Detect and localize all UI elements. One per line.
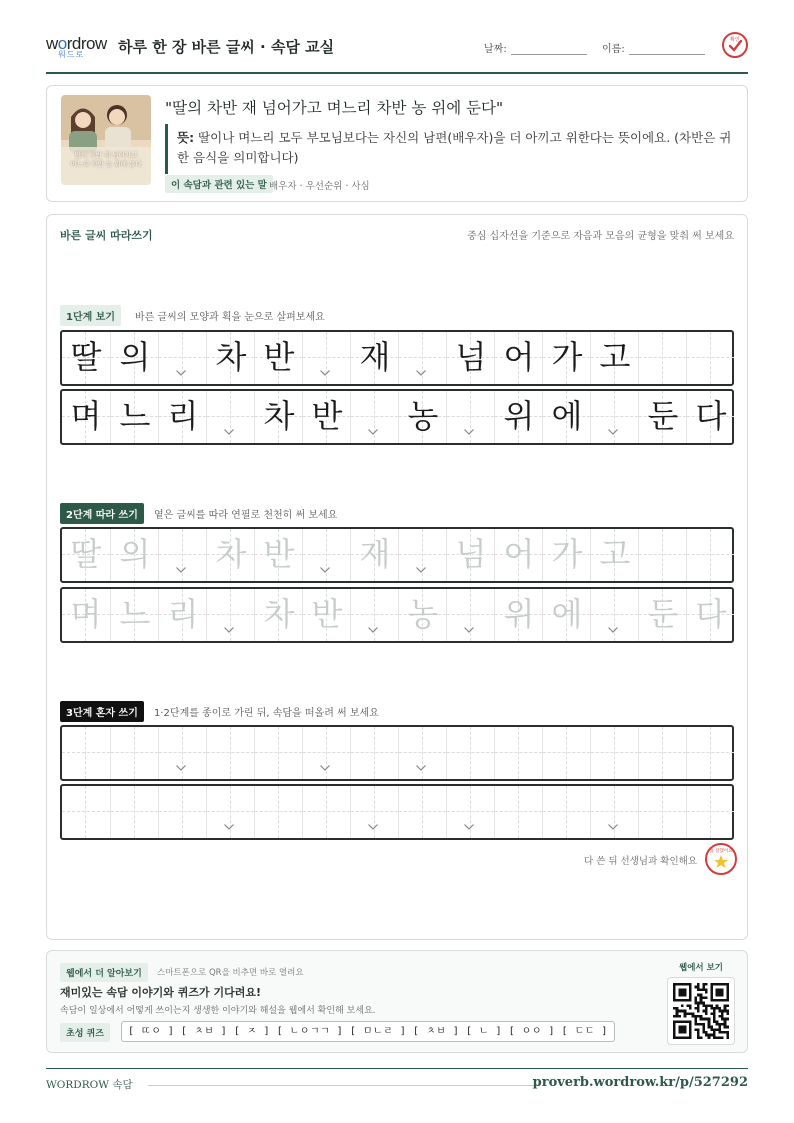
space-mark-icon <box>608 627 618 633</box>
grid-cell[interactable] <box>446 727 494 779</box>
grid-cell[interactable] <box>446 589 494 641</box>
grid-cell[interactable] <box>62 786 110 838</box>
stage3-badge: 3단계 혼자 쓰기 <box>60 701 144 722</box>
grid-cell[interactable] <box>398 786 446 838</box>
grid-cell[interactable] <box>398 589 446 641</box>
grid-cell[interactable] <box>158 727 206 779</box>
web-hint: 스마트폰으로 QR을 비추면 바로 열려요 <box>157 968 304 978</box>
guide-character: 다 <box>695 397 727 435</box>
guide-character: 차 <box>263 595 295 633</box>
grid-cell[interactable] <box>254 727 302 779</box>
space-mark-icon <box>224 429 234 435</box>
grid-cell <box>638 332 686 384</box>
grid-cell[interactable] <box>206 589 254 641</box>
grid-cell[interactable] <box>686 529 734 581</box>
guide-character: 넘 <box>455 338 487 376</box>
proverb-title: "딸의 차반 재 넘어가고 며느리 차반 농 위에 둔다" <box>165 99 504 117</box>
guide-character: 둔 <box>647 595 679 633</box>
grid-cell <box>62 332 110 384</box>
space-mark-icon <box>368 824 378 830</box>
grid-cell[interactable] <box>542 589 590 641</box>
initial-sound-quiz: [ ㄸㅇ ] [ ㅊㅂ ] [ ㅈ ] [ ㄴㅇㄱㄱ ] [ ㅁㄴㄹ ] [ ㅊㅂ ] [ ㄴ ] [ ㅇㅇ ] [ ㄷㄷ ] <box>121 1021 615 1042</box>
space-mark-icon <box>320 567 330 573</box>
grid-cell[interactable] <box>542 529 590 581</box>
guide-character: 넘 <box>455 535 487 573</box>
grid-cell[interactable] <box>110 589 158 641</box>
grid-cell[interactable] <box>686 589 734 641</box>
related-words: 배우자 · 우선순위 · 사심 <box>269 181 370 192</box>
guide-character: 둔 <box>647 397 679 435</box>
guide-character: 재 <box>359 535 391 573</box>
stage1-badge: 1단계 보기 <box>60 305 121 326</box>
check-stamp-icon: 확인 <box>722 32 748 58</box>
meaning-bar <box>165 124 168 174</box>
space-mark-icon <box>320 765 330 771</box>
space-mark-icon <box>464 824 474 830</box>
space-mark-icon <box>368 429 378 435</box>
practice-section <box>46 214 748 940</box>
grid-cell[interactable] <box>494 589 542 641</box>
stage1-line2 <box>60 389 734 445</box>
qr-label: 웹에서 보기 <box>678 963 723 973</box>
space-mark-icon <box>416 567 426 573</box>
web-section <box>46 950 748 1053</box>
grid-cell <box>446 332 494 384</box>
related-tag: 이 속담과 관련 있는 말 <box>165 175 273 193</box>
guide-character: 리 <box>167 595 199 633</box>
grid-cell <box>686 391 734 443</box>
space-mark-icon <box>416 370 426 376</box>
grid-cell <box>542 332 590 384</box>
guide-character: 다 <box>695 595 727 633</box>
grid-cell <box>590 332 638 384</box>
guide-character: 위 <box>503 595 535 633</box>
grid-cell <box>398 391 446 443</box>
grid-cell[interactable] <box>254 589 302 641</box>
grid-cell[interactable] <box>542 786 590 838</box>
guide-character: 차 <box>215 535 247 573</box>
stage2-line2[interactable] <box>60 587 734 643</box>
grid-cell <box>302 332 350 384</box>
grid-cell <box>590 391 638 443</box>
space-mark-icon <box>224 627 234 633</box>
stage3-line2[interactable] <box>60 784 734 840</box>
guide-character: 반 <box>263 535 295 573</box>
grid-cell[interactable] <box>590 529 638 581</box>
grid-cell[interactable] <box>398 529 446 581</box>
space-mark-icon <box>608 824 618 830</box>
page-title: 하루 한 장 바른 글씨 · 속담 교실 <box>118 38 335 56</box>
grid-cell[interactable] <box>302 727 350 779</box>
proverb-meaning: 뜻: 딸이나 며느리 모두 부모님보다는 자신의 남편(배우자)을 더 아끼고 위한다는 뜻이에요. (차반은 귀한 음식을 의미합니다) <box>177 130 732 165</box>
date-field[interactable]: 날짜: <box>484 40 587 55</box>
quiz-tag: 초성 퀴즈 <box>60 1023 110 1042</box>
grid-cell <box>158 391 206 443</box>
grid-cell[interactable] <box>446 529 494 581</box>
grid-cell[interactable] <box>302 589 350 641</box>
guide-character: 반 <box>263 338 295 376</box>
space-mark-icon <box>368 627 378 633</box>
guide-character: 딸 <box>70 535 102 573</box>
grid-cell[interactable] <box>494 529 542 581</box>
grid-cell[interactable] <box>206 529 254 581</box>
grid-cell[interactable] <box>62 727 110 779</box>
grid-cell <box>254 391 302 443</box>
grid-cell[interactable] <box>350 727 398 779</box>
grid-cell[interactable] <box>494 727 542 779</box>
stage2-desc: 옅은 글씨를 따라 연필로 천천히 써 보세요 <box>154 510 338 521</box>
grid-cell <box>350 332 398 384</box>
grid-cell[interactable] <box>254 529 302 581</box>
space-mark-icon <box>464 429 474 435</box>
stage2-badge: 2단계 따라 쓰기 <box>60 503 144 524</box>
logo-sub: 워드로 <box>58 50 85 59</box>
space-mark-icon <box>608 429 618 435</box>
grid-cell <box>350 391 398 443</box>
guide-character: 반 <box>311 397 343 435</box>
footer-brand: WORDROW 속담 <box>46 1079 133 1091</box>
guide-character: 의 <box>119 535 151 573</box>
guide-character: 가 <box>551 338 583 376</box>
guide-character: 고 <box>599 338 631 376</box>
grid-cell <box>206 332 254 384</box>
thumb-caption: 딸의 차반 재 넘어가고 며느리 차반 농 위에 둔다 <box>70 151 142 168</box>
proverb-illustration <box>61 95 151 185</box>
stage1-desc: 바른 글씨의 모양과 획을 눈으로 살펴보세요 <box>135 312 325 323</box>
proverb-card <box>46 85 748 202</box>
guide-character: 의 <box>119 338 151 376</box>
guide-character: 반 <box>311 595 343 633</box>
grid-cell <box>446 391 494 443</box>
grid-cell[interactable] <box>206 786 254 838</box>
grid-cell <box>110 391 158 443</box>
grid-cell[interactable] <box>302 786 350 838</box>
page-header <box>46 30 748 74</box>
grid-cell[interactable] <box>398 727 446 779</box>
guide-character: 느 <box>119 595 151 633</box>
grid-cell <box>158 332 206 384</box>
grid-cell <box>206 391 254 443</box>
grid-cell[interactable] <box>638 786 686 838</box>
web-title: 재미있는 속담 이야기와 퀴즈가 기다려요! <box>60 986 261 999</box>
practice-title: 바른 글씨 따라쓰기 <box>60 229 153 242</box>
grid-cell <box>398 332 446 384</box>
grid-cell <box>494 391 542 443</box>
page-footer <box>46 1068 748 1096</box>
guide-character: 에 <box>551 397 583 435</box>
grid-cell[interactable] <box>542 727 590 779</box>
web-desc: 속담이 일상에서 어떻게 쓰이는지 생생한 이야기와 해설을 웹에서 확인해 보세요. <box>60 1006 376 1016</box>
grid-cell[interactable] <box>110 727 158 779</box>
space-mark-icon <box>320 370 330 376</box>
grid-cell[interactable] <box>494 786 542 838</box>
grid-cell[interactable] <box>638 727 686 779</box>
footer-url[interactable]: proverb.wordrow.kr/p/527292 <box>532 1075 748 1090</box>
guide-character: 차 <box>215 338 247 376</box>
guide-character: 딸 <box>70 338 102 376</box>
guide-character: 리 <box>167 397 199 435</box>
guide-character: 며 <box>70 595 102 633</box>
guide-character: 농 <box>407 595 439 633</box>
grid-cell[interactable] <box>686 727 734 779</box>
grid-cell[interactable] <box>158 529 206 581</box>
space-mark-icon <box>176 567 186 573</box>
grid-cell[interactable] <box>638 529 686 581</box>
grid-cell[interactable] <box>158 589 206 641</box>
qr-code-icon[interactable] <box>667 977 735 1045</box>
grid-cell[interactable] <box>446 786 494 838</box>
space-mark-icon <box>224 824 234 830</box>
grid-cell <box>686 332 734 384</box>
grid-cell[interactable] <box>686 786 734 838</box>
grid-cell <box>302 391 350 443</box>
grid-cell[interactable] <box>110 529 158 581</box>
grid-cell <box>542 391 590 443</box>
grid-cell <box>254 332 302 384</box>
guide-character: 에 <box>551 595 583 633</box>
name-field[interactable]: 이름: <box>602 40 705 55</box>
grid-cell[interactable] <box>206 727 254 779</box>
wordrow-logo: wordrow 워드로 <box>46 34 107 59</box>
good-job-stamp-icon: 참 잘했어요 <box>705 843 737 875</box>
grid-cell[interactable] <box>350 786 398 838</box>
practice-hint: 중심 십자선을 기준으로 자음과 모음의 균형을 맞춰 써 보세요 <box>467 231 734 242</box>
web-tag: 웹에서 더 알아보기 <box>60 963 148 982</box>
grid-cell <box>62 391 110 443</box>
guide-character: 며 <box>70 397 102 435</box>
grid-cell <box>494 332 542 384</box>
space-mark-icon <box>464 627 474 633</box>
guide-character: 차 <box>263 397 295 435</box>
grid-cell <box>110 332 158 384</box>
space-mark-icon <box>416 765 426 771</box>
grid-cell[interactable] <box>638 589 686 641</box>
guide-character: 재 <box>359 338 391 376</box>
stage1-line1 <box>60 330 734 386</box>
footer-divider <box>148 1085 538 1086</box>
stage2-line1[interactable] <box>60 527 734 583</box>
guide-character: 느 <box>119 397 151 435</box>
grid-cell[interactable] <box>158 786 206 838</box>
grid-cell[interactable] <box>302 529 350 581</box>
guide-character: 농 <box>407 397 439 435</box>
stage3-line1[interactable] <box>60 725 734 781</box>
grid-cell[interactable] <box>62 589 110 641</box>
grid-cell[interactable] <box>590 786 638 838</box>
space-mark-icon <box>176 765 186 771</box>
guide-character: 가 <box>551 535 583 573</box>
grid-cell[interactable] <box>350 589 398 641</box>
guide-character: 어 <box>503 535 535 573</box>
stage3-desc: 1·2단계를 종이로 가린 뒤, 속담을 떠올려 써 보세요 <box>154 708 379 719</box>
grid-cell[interactable] <box>590 589 638 641</box>
grid-cell[interactable] <box>350 529 398 581</box>
done-text: 다 쓴 뒤 선생님과 확인해요 <box>583 856 697 867</box>
grid-cell <box>638 391 686 443</box>
space-mark-icon <box>176 370 186 376</box>
grid-cell[interactable] <box>254 786 302 838</box>
grid-cell[interactable] <box>62 529 110 581</box>
grid-cell[interactable] <box>590 727 638 779</box>
guide-character: 위 <box>503 397 535 435</box>
guide-character: 고 <box>599 535 631 573</box>
grid-cell[interactable] <box>110 786 158 838</box>
guide-character: 어 <box>503 338 535 376</box>
